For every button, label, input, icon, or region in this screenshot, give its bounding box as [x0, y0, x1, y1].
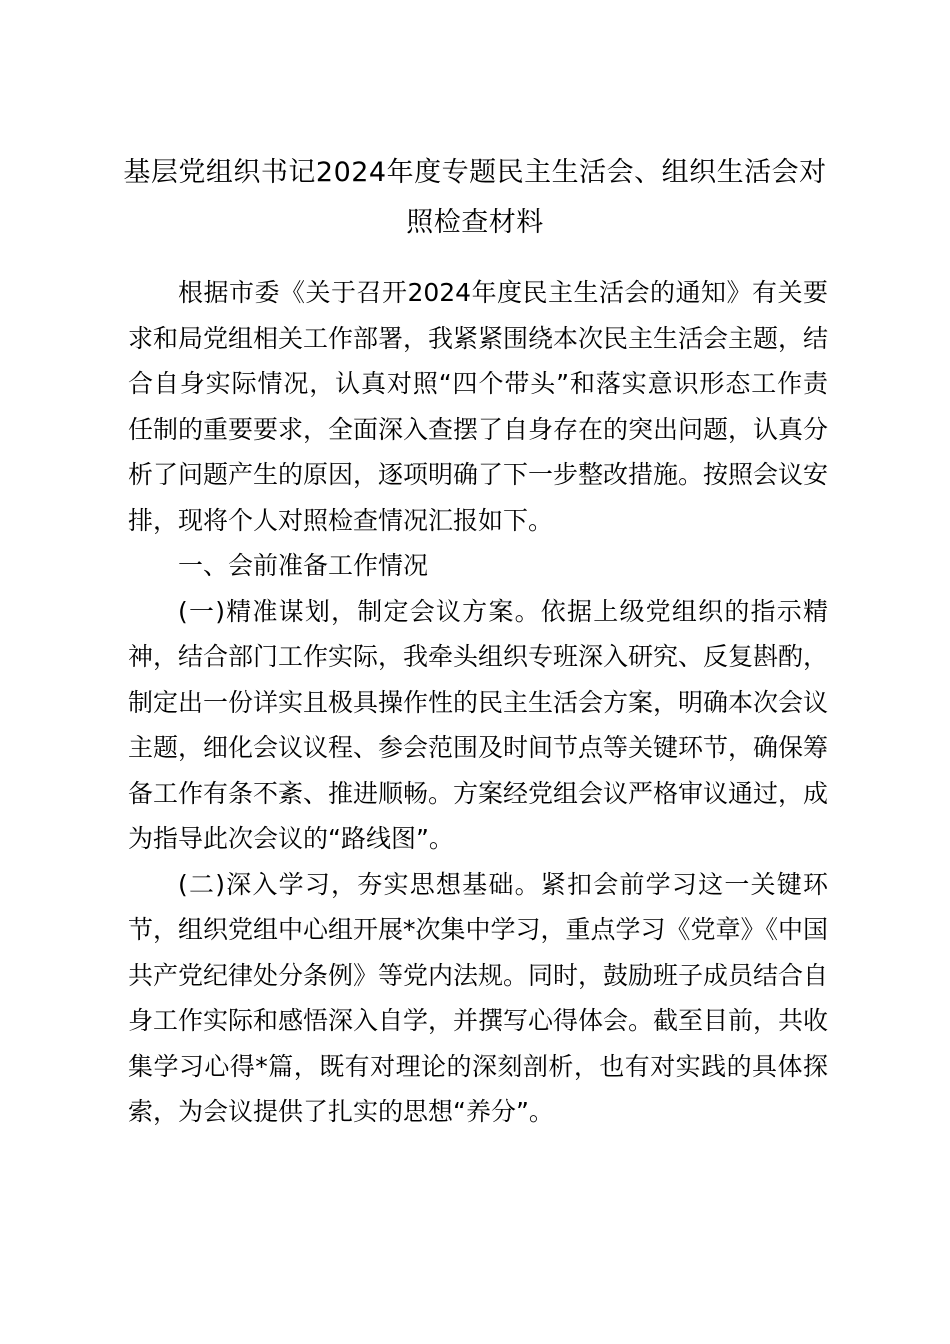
section-heading: 一、会前准备工作情况 [178, 551, 429, 580]
intro-paragraph: 根据市委《关于召开2024年度民主生活会的通知》有关要求和局党组相关工作部署，我紧紧围绕本次民主生活会主题，结合自身实际情况，认真对照“四个带头”和落实意识形态工作责任制的重要要求，全面深入查摆了自身存在的突出问题，认真分析了问题产生的原因，逐项明确了下一步整改措施。按照会议安排，现将个人对照检查情况汇报如下。 [128, 278, 829, 535]
subsection-paragraph-1: (一)精准谋划，制定会议方案。依据上级党组织的指示精神，结合部门工作实际，我牵头组织专班深入研究、反复斟酌，制定出一份详实且极具操作性的民主生活会方案，明确本次会议主题，细化会议议程、参会范围及时间节点等关键环节，确保筹备工作有条不紊、推进顺畅。方案经党组会议严格审议通过，成为指导此次会议的“路线图”。 [128, 596, 829, 853]
subsection-paragraph-2: (二)深入学习，夯实思想基础。紧扣会前学习这一关键环节，组织党组中心组开展*次集中学习，重点学习《党章》《中国共产党纪律处分条例》等党内法规。同时，鼓励班子成员结合自身工作实际和感悟深入自学，并撰写心得体会。截至目前，共收集学习心得*篇，既有对理论的深刻剖析，也有对实践的具体探索，为会议提供了扎实的思想“养分”。 [128, 869, 829, 1126]
document-body [128, 270, 828, 1135]
document-title: 基层党组织书记2024年度专题民主生活会、组织生活会对照检查材料 [123, 157, 827, 238]
